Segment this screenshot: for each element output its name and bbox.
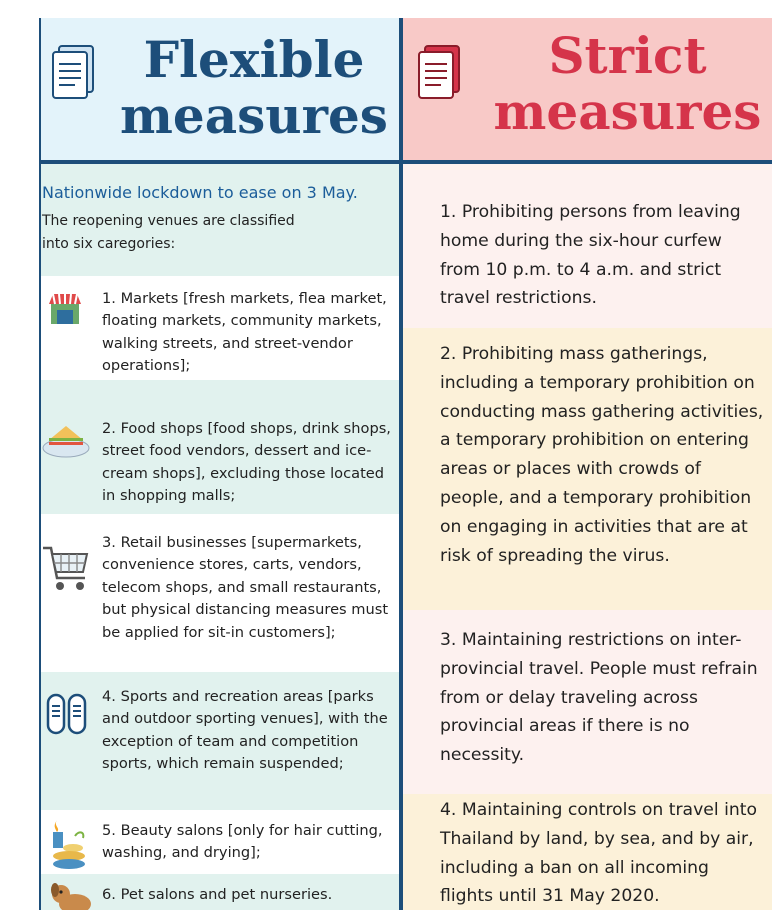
flexible-header [39, 18, 399, 164]
flexible-item-6 [39, 874, 399, 910]
flexible-intro [39, 164, 399, 276]
strict-header [403, 18, 772, 164]
flexible-item-3 [39, 514, 399, 672]
flexible-item-6-text: 6. Pet salons and pet nurseries. [102, 886, 333, 903]
spa-candle-icon [47, 818, 87, 870]
document-icon [417, 44, 461, 100]
strict-measures-column [403, 18, 772, 910]
sandwich-plate-icon [41, 414, 91, 460]
flexible-title-line1: Flexible [143, 30, 365, 89]
shopping-cart-icon [41, 542, 91, 598]
flexible-item-5 [39, 810, 399, 874]
strict-item-3: 3. Maintaining restrictions on inter-provincial travel. People must refrain from or delay traveling across provincial areas if there is no necessity. [403, 610, 772, 794]
flexible-item-1 [39, 276, 399, 380]
market-stall-icon [45, 288, 85, 328]
strict-item-4: 4. Maintaining controls on travel into Thailand by land, by sea, and by air, including a ban on all incoming flights until 31 May 2020. [403, 794, 772, 910]
flexible-title [109, 32, 399, 144]
dog-icon [49, 880, 93, 910]
strict-item-1: 1. Prohibiting persons from leaving home during the six-hour curfew from 10 p.m. to 4 a.m. and strict travel restrictions. [403, 164, 772, 328]
flexible-item-5-text: 5. Beauty salons [only for hair cutting, washing, and drying]; [102, 822, 383, 862]
flexible-item-2 [39, 380, 399, 514]
strict-title-line2: measures [493, 82, 762, 141]
flexible-measures-column [39, 18, 399, 910]
flexible-title-line2: measures [120, 86, 388, 145]
strict-title [483, 28, 772, 140]
flexible-item-4-text: 4. Sports and recreation areas [parks and outdoor sporting venues], with the exception of team and competition sports, which remain suspended; [102, 688, 388, 773]
document-icon [51, 44, 95, 100]
flexible-item-4 [39, 672, 399, 810]
strict-title-line1: Strict [548, 26, 707, 85]
column-divider [399, 18, 403, 910]
flexible-item-1-text: 1. Markets [fresh markets, flea market, floating markets, community markets, walking streets, and street-vendor operations]; [102, 290, 387, 375]
strict-item-2: 2. Prohibiting mass gatherings, including a temporary prohibition on conducting mass gathering activities, a temporary prohibition on entering areas or places with crowds of people, and a temporary prohibition on engaging in activities that are at risk of spreading the virus. [403, 328, 772, 610]
intro-heading: Nationwide lockdown to ease on 3 May. [42, 183, 358, 202]
left-border [39, 18, 41, 910]
intro-text: The reopening venues are classified into six caregories: [42, 213, 295, 252]
flexible-item-3-text: 3. Retail businesses [supermarkets, convenience stores, carts, vendors, telecom shops, and small restaurants, but physical distancing measures must be applied for sit-in customers]; [102, 534, 389, 641]
sneakers-icon [45, 692, 89, 738]
flexible-item-2-text: 2. Food shops [food shops, drink shops, street food vendors, dessert and ice-cream shops], excluding those located in shopping malls; [102, 420, 391, 505]
